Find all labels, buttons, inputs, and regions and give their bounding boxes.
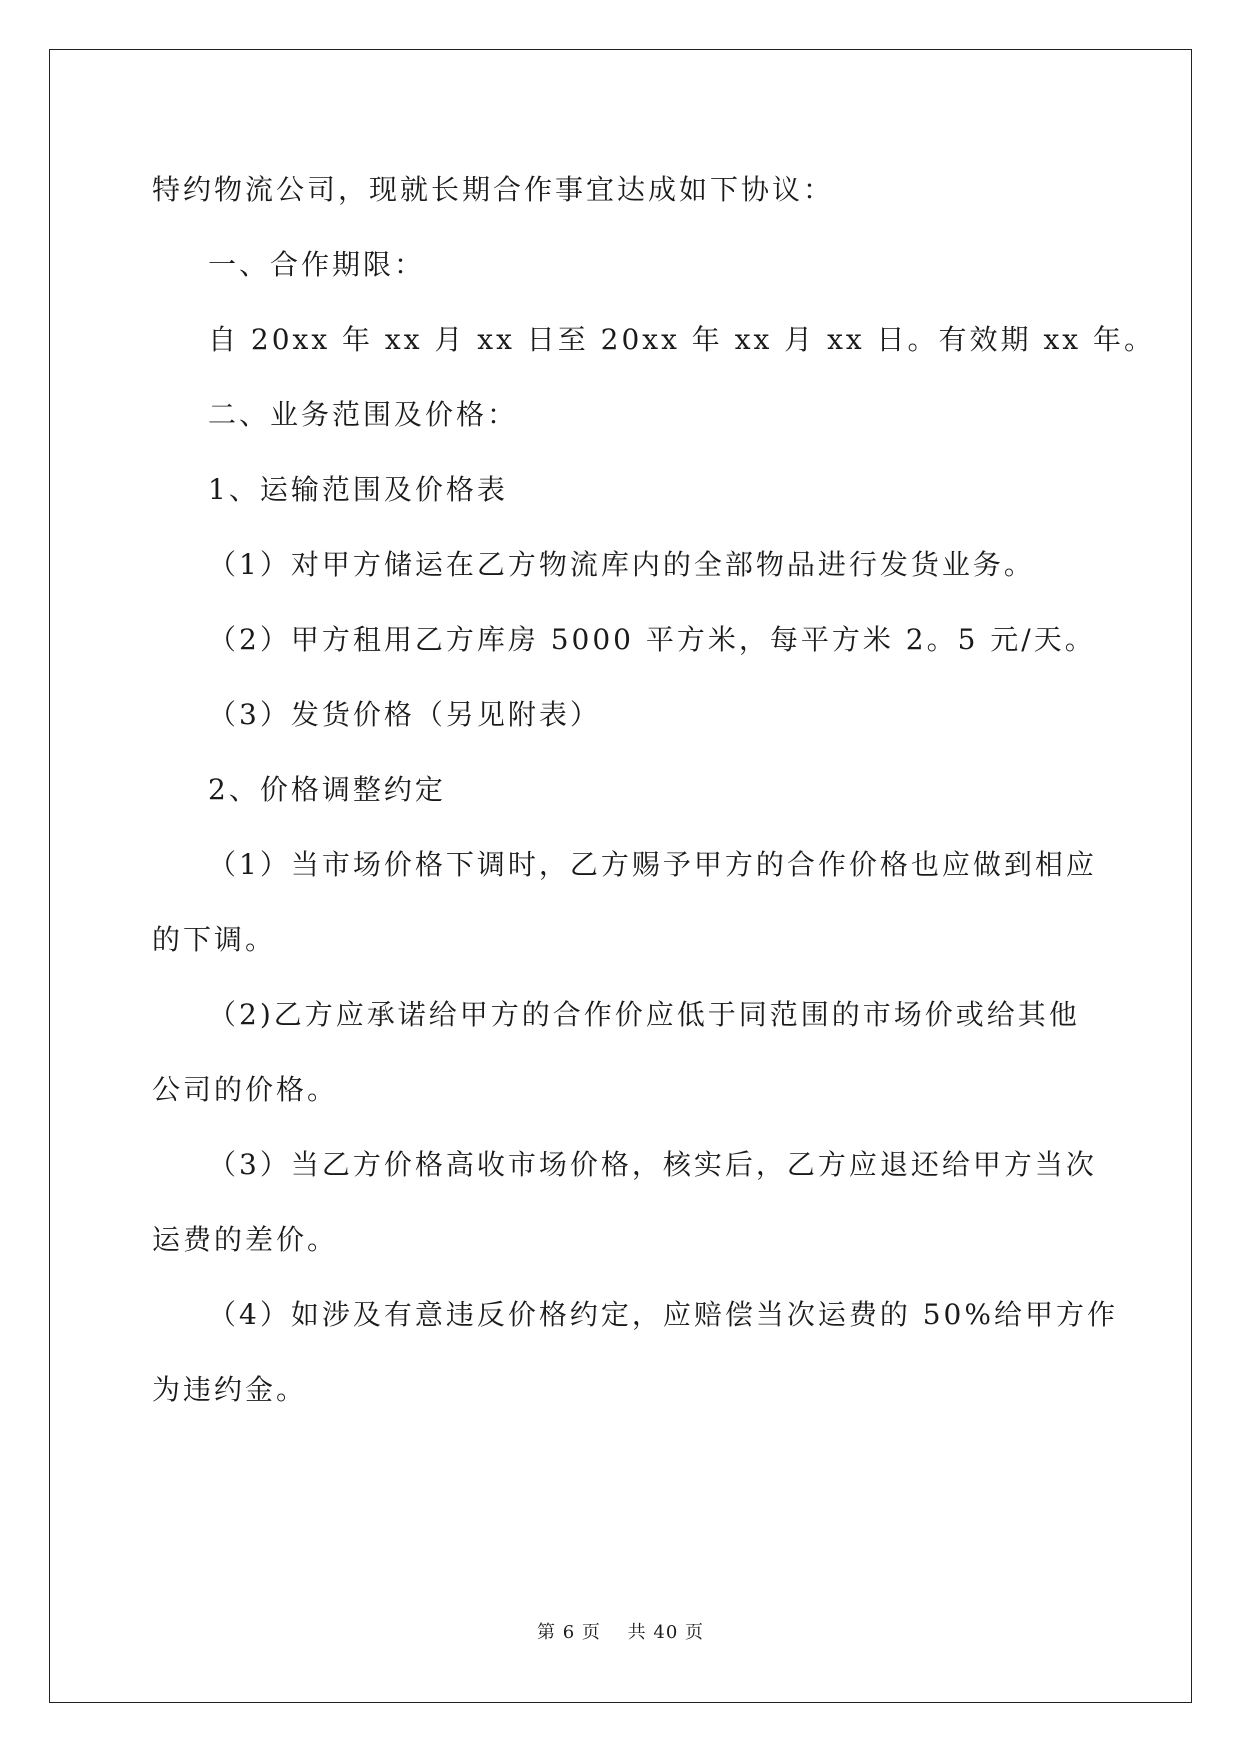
page-total: 共 40 页 (627, 1622, 704, 1643)
adjust-item-1-line-2: 的下调。 (152, 923, 277, 956)
adjust-item-2-line-1: （2)乙方应承诺给甲方的合作价应低于同范围的市场价或给其他 (208, 998, 1080, 1031)
paragraph-line-term: 自 20xx 年 xx 月 xx 日至 20xx 年 xx 月 xx 日。有效期 xx 年。 (208, 323, 1155, 356)
page-footer (0, 1618, 1241, 1644)
paragraph-line-1: 特约物流公司，现就长期合作事宜达成如下协议： (152, 173, 835, 206)
adjust-item-4-line-2: 为违约金。 (152, 1373, 308, 1406)
subsection-heading-transport: 1、运输范围及价格表 (208, 473, 508, 506)
list-item-2: （2）甲方租用乙方库房 5000 平方米，每平方米 2。5 元/天。 (208, 623, 1096, 656)
adjust-item-2-line-2: 公司的价格。 (152, 1073, 339, 1106)
page-number: 第 6 页 (537, 1622, 601, 1643)
list-item-1: （1）对甲方储运在乙方物流库内的全部物品进行发货业务。 (208, 548, 1035, 581)
list-item-3: （3）发货价格（另见附表） (208, 698, 601, 731)
section-heading-term: 一、合作期限： (208, 248, 426, 281)
adjust-item-3-line-2: 运费的差价。 (152, 1223, 339, 1256)
adjust-item-3-line-1: （3）当乙方价格高收市场价格，核实后，乙方应退还给甲方当次 (208, 1148, 1097, 1181)
adjust-item-4-line-1: （4）如涉及有意违反价格约定，应赔偿当次运费的 50%给甲方作 (208, 1298, 1118, 1331)
adjust-item-1-line-1: （1）当市场价格下调时，乙方赐予甲方的合作价格也应做到相应 (208, 848, 1097, 881)
subsection-heading-price-adjust: 2、价格调整约定 (208, 773, 446, 806)
section-heading-scope: 二、业务范围及价格： (208, 398, 519, 431)
